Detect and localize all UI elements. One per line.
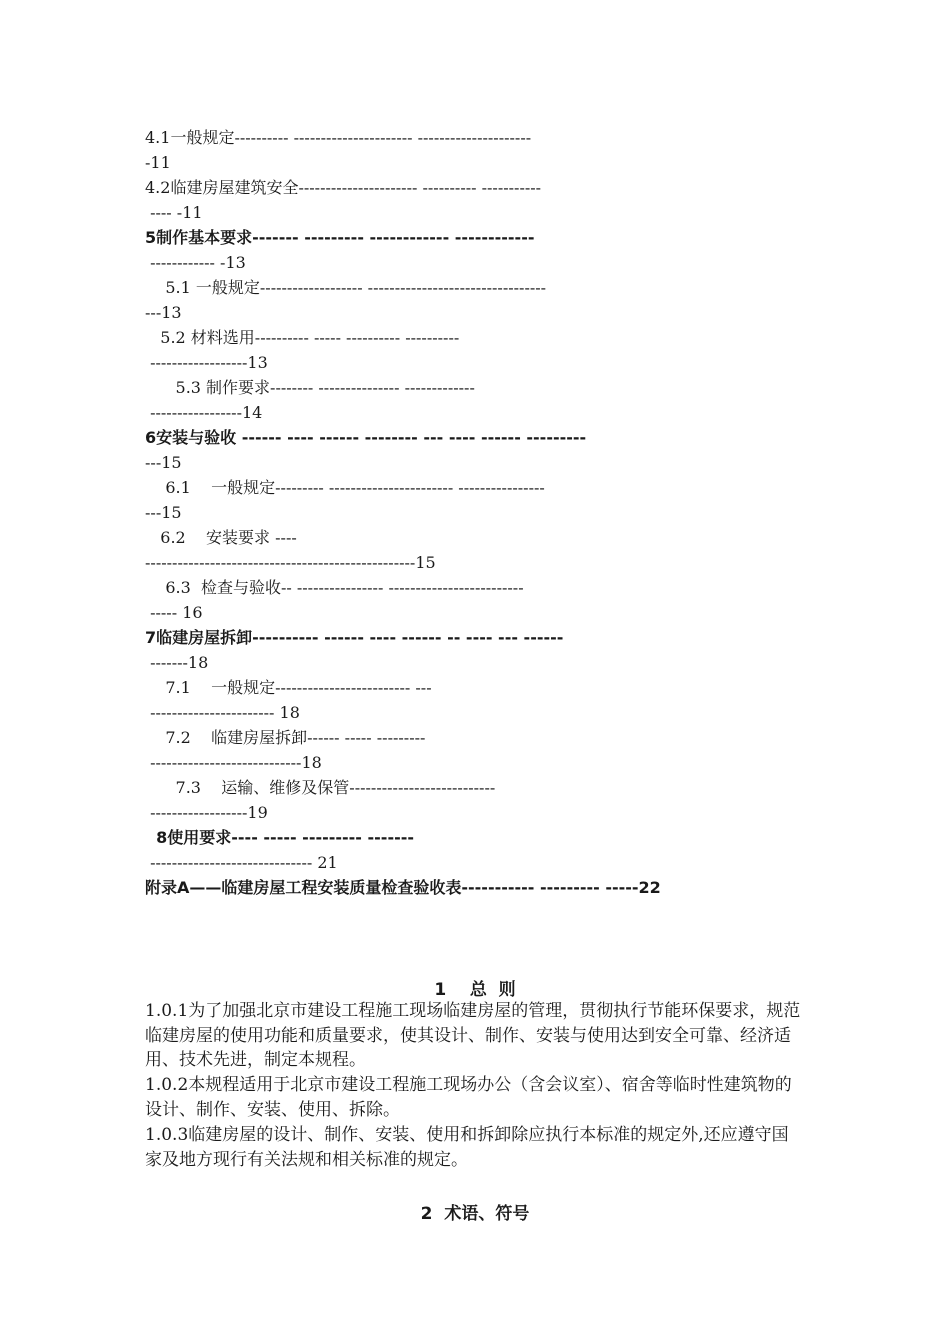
toc-line-8[interactable]: 8使用要求---- ----- --------- ------- bbox=[145, 828, 415, 847]
toc-line-6-1[interactable]: 6.1 一般规定--------- ----------------------- ---------------- bbox=[145, 478, 545, 497]
toc-line-7[interactable]: 7临建房屋拆卸---------- ------ ---- ------ -- ---- --- ------ bbox=[145, 628, 564, 647]
toc-page-4-1: -11 bbox=[145, 153, 171, 172]
toc-line-7-2[interactable]: 7.2 临建房屋拆卸------ ----- --------- bbox=[145, 728, 426, 747]
toc-page-6-2: --------------------------------------------------15 bbox=[145, 553, 436, 572]
section-2-heading: 2 术语、符号 bbox=[420, 1204, 530, 1224]
toc-page-7-3: ------------------19 bbox=[145, 803, 268, 822]
paragraph-1-0-1: 1.0.1为了加强北京市建设工程施工现场临建房屋的管理，贯彻执行节能环保要求，规范临建房屋的使用功能和质量要求，使其设计、制作、安装与使用达到安全可靠、经济适用、技术先进，制定本规程。 bbox=[145, 1001, 801, 1070]
toc-line-5-1[interactable]: 5.1 一般规定------------------- --------------------------------- bbox=[145, 278, 547, 297]
toc-page-7: -------18 bbox=[145, 653, 209, 672]
toc-page-5-1: ---13 bbox=[145, 303, 182, 322]
toc-page-4-2: ---- -11 bbox=[145, 203, 203, 222]
toc-page-6-1: ---15 bbox=[145, 503, 182, 522]
toc-page-8: ------------------------------ 21 bbox=[145, 853, 338, 872]
section-1-heading: 1 总 则 bbox=[434, 980, 516, 1000]
toc-line-7-1[interactable]: 7.1 一般规定------------------------- --- bbox=[145, 678, 432, 697]
toc-page-7-2: ----------------------------18 bbox=[145, 753, 322, 772]
toc-line-7-3[interactable]: 7.3 运输、维修及保管--------------------------- bbox=[145, 778, 496, 797]
toc-page-5: ------------ -13 bbox=[145, 253, 246, 272]
toc-line-appendix-a[interactable]: 附录A——临建房屋工程安装质量检查验收表----------- --------- -----22 bbox=[145, 878, 661, 897]
toc-page-5-3: -----------------14 bbox=[145, 403, 263, 422]
toc-line-5-2[interactable]: 5.2 材料选用---------- ----- ---------- ---------- bbox=[145, 328, 460, 347]
toc-line-6[interactable]: 6安装与验收 ------ ---- ------ -------- --- ---- ------ --------- bbox=[145, 428, 587, 447]
toc-line-6-3[interactable]: 6.3 检查与验收-- ---------------- ------------------------- bbox=[145, 578, 524, 597]
toc-line-4-1[interactable]: 4.1一般规定---------- ---------------------- --------------------- bbox=[145, 128, 532, 147]
toc-line-5-3[interactable]: 5.3 制作要求-------- --------------- ------------- bbox=[145, 378, 475, 397]
toc-page-5-2: ------------------13 bbox=[145, 353, 268, 372]
paragraph-1-0-2: 1.0.2本规程适用于北京市建设工程施工现场办公（含会议室）、宿舍等临时性建筑物的设计、制作、安装、使用、拆除。 bbox=[145, 1075, 792, 1120]
toc-page-6: ---15 bbox=[145, 453, 182, 472]
paragraph-1-0-3: 1.0.3临建房屋的设计、制作、安装、使用和拆卸除应执行本标准的规定外,还应遵守国家及地方现行有关法规和相关标准的规定。 bbox=[145, 1125, 789, 1170]
toc-line-5[interactable]: 5制作基本要求------- --------- ------------ ------------ bbox=[145, 228, 535, 247]
toc-line-4-2[interactable]: 4.2临建房屋建筑安全---------------------- ---------- ----------- bbox=[145, 178, 542, 197]
toc-page-7-1: ----------------------- 18 bbox=[145, 703, 300, 722]
toc-line-6-2[interactable]: 6.2 安装要求 ---- bbox=[145, 528, 297, 547]
toc-page-6-3: ----- 16 bbox=[145, 603, 203, 622]
